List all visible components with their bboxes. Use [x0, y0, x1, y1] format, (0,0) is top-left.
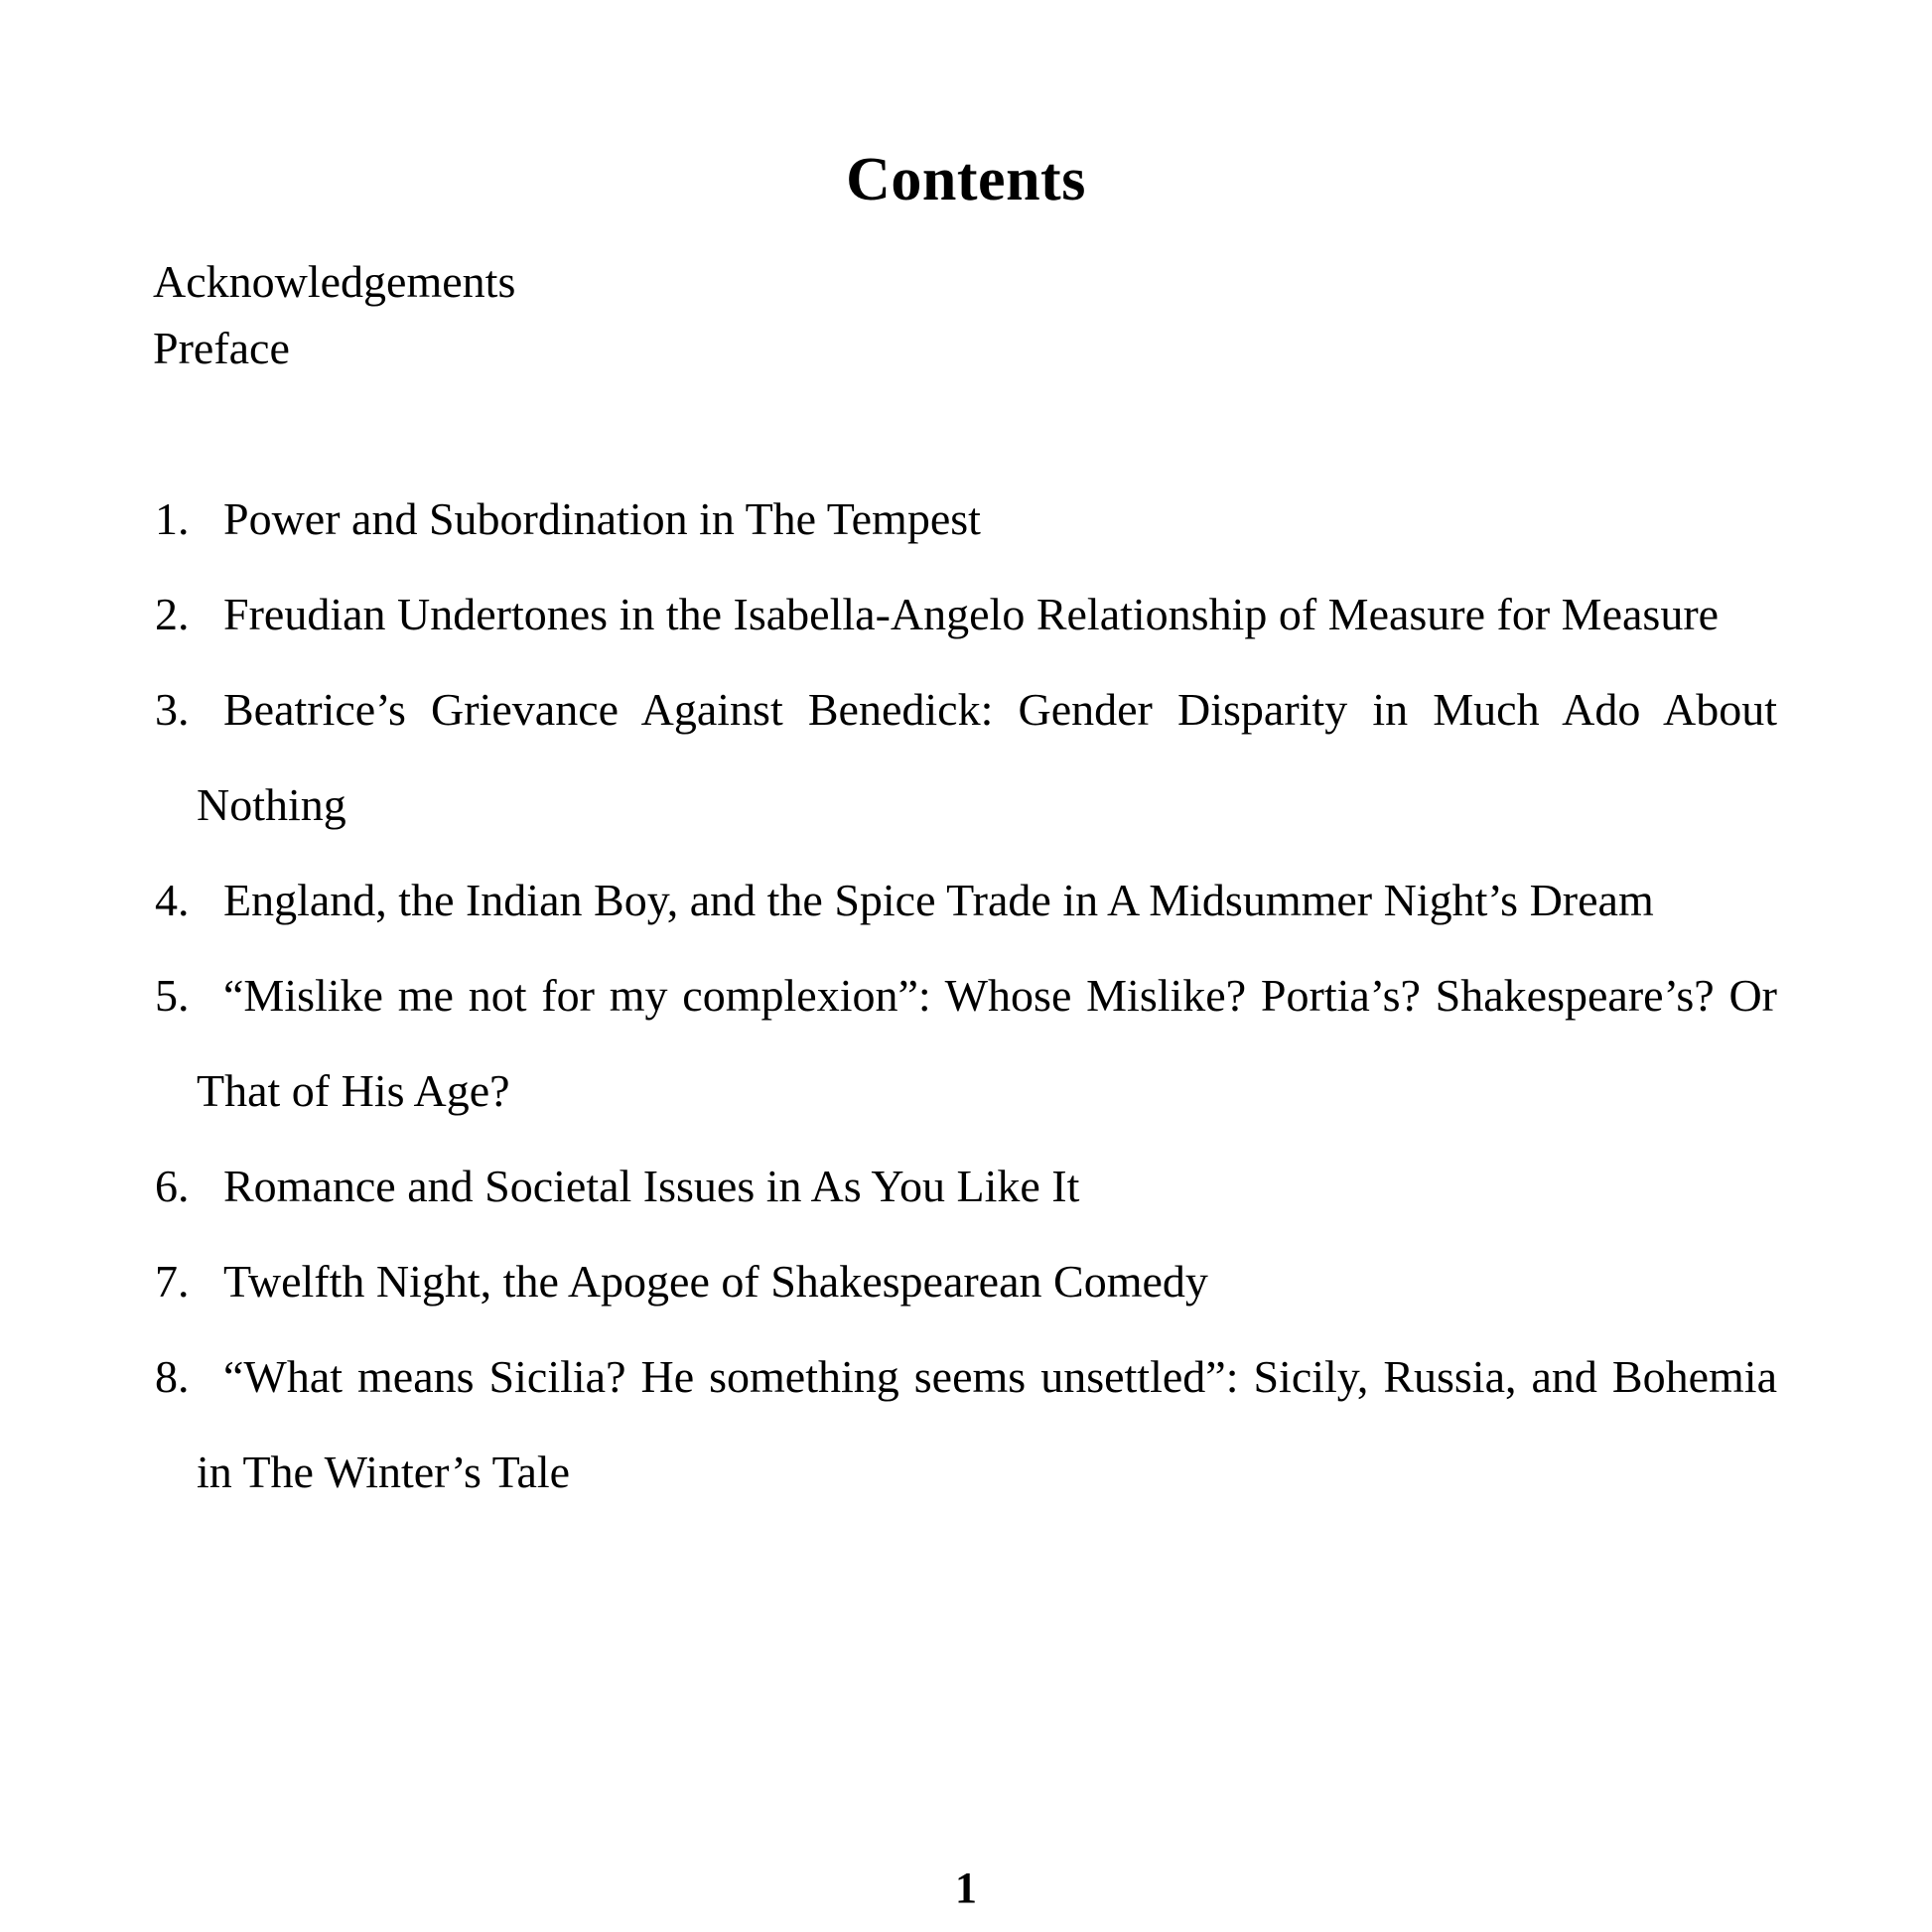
toc-entry-chapter-4[interactable]: [155, 853, 1777, 948]
toc-entry-chapter-3[interactable]: [155, 662, 1777, 853]
chapter-number: 2.: [155, 589, 190, 639]
chapter-list: [0, 472, 1932, 1520]
toc-entry-chapter-1[interactable]: [155, 472, 1777, 567]
chapter-title: England, the Indian Boy, and the Spice Trade in A Midsummer Night’s Dream: [223, 875, 1654, 925]
chapter-number: 1.: [155, 493, 190, 544]
chapter-number: 4.: [155, 875, 190, 925]
page-number: 1: [955, 1863, 977, 1912]
chapter-number: 6.: [155, 1161, 190, 1211]
toc-entry-chapter-5[interactable]: [155, 948, 1777, 1139]
chapter-title: “What means Sicilia? He something seems unsettled”: Sicily, Russia, and Bohemia in The Winter’s Tale: [197, 1351, 1777, 1497]
toc-entry-chapter-8[interactable]: [155, 1329, 1777, 1520]
chapter-number: 8.: [155, 1351, 190, 1402]
page-title: Contents: [846, 145, 1086, 213]
front-matter-section: [153, 248, 515, 381]
chapter-title: Freudian Undertones in the Isabella-Angelo Relationship of Measure for Measure: [223, 589, 1720, 639]
chapter-title: Power and Subordination in The Tempest: [223, 493, 981, 544]
chapter-title: “Mislike me not for my complexion”: Whose Mislike? Portia’s? Shakespeare’s? Or That of His Age?: [197, 970, 1777, 1116]
chapter-title: Twelfth Night, the Apogee of Shakespearean Comedy: [223, 1256, 1208, 1307]
chapter-number: 7.: [155, 1256, 190, 1307]
toc-entry-chapter-7[interactable]: [155, 1234, 1777, 1329]
toc-entry-chapter-2[interactable]: [155, 567, 1777, 662]
toc-entry-preface[interactable]: Preface: [153, 323, 290, 373]
toc-entry-chapter-6[interactable]: [155, 1139, 1777, 1234]
chapter-number: 3.: [155, 684, 190, 735]
chapter-title: Romance and Societal Issues in As You Like It: [223, 1161, 1080, 1211]
toc-entry-acknowledgements[interactable]: Acknowledgements: [153, 256, 516, 307]
chapter-title: Beatrice’s Grievance Against Benedick: Gender Disparity in Much Ado About Nothing: [197, 684, 1777, 830]
chapter-number: 5.: [155, 970, 190, 1021]
